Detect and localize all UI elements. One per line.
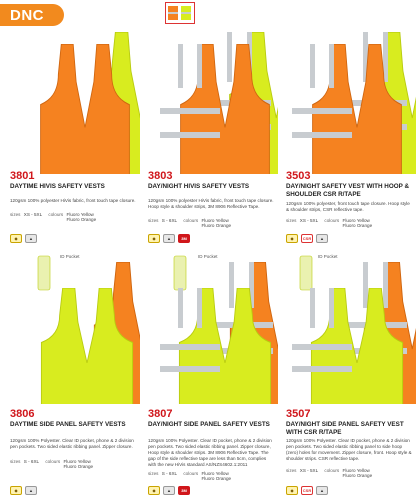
certification-badges xyxy=(148,234,190,244)
colours-label: colours xyxy=(183,471,199,476)
product-name: DAY/NIGHT HIVIS SAFETY VESTS xyxy=(148,183,250,190)
product-code: 3503 xyxy=(286,170,311,182)
sizes-label: sizes xyxy=(10,212,21,217)
sizes-label: sizes xyxy=(286,468,297,473)
colours-label: colours xyxy=(324,218,340,223)
sizes-value: S - 6XL xyxy=(161,471,178,476)
sizes-value: XS - 5XL xyxy=(299,218,319,223)
product-3807 xyxy=(148,250,278,500)
3m-badge: 3M xyxy=(178,486,190,495)
standard-badge-icon: ▲ xyxy=(316,234,328,243)
colour-option: Fluoro Yellow xyxy=(201,218,229,223)
standard-badge-icon: ▲ xyxy=(163,234,175,243)
hivis-badge-icon: ◆ xyxy=(148,486,160,495)
product-code: 3807 xyxy=(148,408,173,420)
product-photo xyxy=(286,26,416,174)
certification-badges xyxy=(10,486,37,496)
hivis-badge-icon: ◆ xyxy=(10,234,22,243)
colour-option: Fluoro Orange xyxy=(201,476,232,481)
colour-option: Fluoro Yellow xyxy=(63,459,91,464)
sizes-value: S - 6XL xyxy=(23,459,40,464)
colours-label: colours xyxy=(48,212,64,217)
standard-badge-icon: ▲ xyxy=(25,234,37,243)
product-specs xyxy=(148,471,274,481)
standard-badge-icon: ▲ xyxy=(163,486,175,495)
pocket-callout: ID Pocket xyxy=(318,254,338,259)
product-photo xyxy=(10,252,140,404)
standard-badge-icon: ▲ xyxy=(316,486,328,495)
product-code: 3507 xyxy=(286,408,311,420)
colours-label: colours xyxy=(324,468,340,473)
product-description: 120gsm 100% polyester HiVis fabric, front touch tape closure. Hoop style & shoulder strips, 3M 8906 Reflective Tape. xyxy=(148,198,274,209)
product-photo xyxy=(148,26,278,174)
product-description: 120gsm 100% polyester HiVis fabric, front touch tape closure. xyxy=(10,198,136,203)
hivis-badge-icon: ◆ xyxy=(286,234,298,243)
hivis-badge-icon: ◆ xyxy=(148,234,160,243)
product-description: 120gsm 100% Polyester. Clear ID pocket, phone & 2 division pen pockets. Two sided elastic ribbing panel to side hoop (zero) holes for movement. Zipper closure, front. Hoop style & shoulder strips. CSR reflective tape. xyxy=(286,438,412,461)
product-3507 xyxy=(286,250,416,500)
colour-option: Fluoro Orange xyxy=(63,464,94,469)
pocket-callout: ID Pocket xyxy=(198,254,218,259)
product-code: 3801 xyxy=(10,170,35,182)
product-photo xyxy=(148,252,278,404)
csr-badge: CSR xyxy=(302,236,312,241)
product-specs xyxy=(10,459,136,469)
product-3503 xyxy=(286,20,416,250)
product-name: DAY/NIGHT SAFETY VEST WITH HOOP & SHOULDER CSR R/TAPE xyxy=(286,183,410,198)
certification-badges xyxy=(286,486,328,496)
sizes-label: sizes xyxy=(10,459,21,464)
hivis-badge-icon: ◆ xyxy=(10,486,22,495)
product-specs xyxy=(286,468,412,478)
product-specs xyxy=(10,212,136,222)
csr-badge: CSR xyxy=(302,488,312,493)
colour-option: Fluoro Yellow xyxy=(342,218,370,223)
colour-option: Fluoro Yellow xyxy=(201,471,229,476)
colour-option: Fluoro Yellow xyxy=(66,212,94,217)
product-3806 xyxy=(10,250,140,500)
product-name: DAY/NIGHT SIDE PANEL SAFETY VEST WITH CSR R/TAPE xyxy=(286,421,404,436)
sizes-label: sizes xyxy=(286,218,297,223)
certification-badges xyxy=(10,234,37,244)
product-description: 120gsm 100% Polyester. Clear ID pocket, phone & 2 division pen pockets. Two sided elastic ribbing panel. Zipper closure, Hoop style & shoulder strips. 3M 8906 Reflective Tape. The gap of the side reflective tape are less than 5cm, complies with the new HiVis standard AS/NZS4602.1:2011 xyxy=(148,438,272,467)
hivis-badge-icon: ◆ xyxy=(286,486,298,495)
colour-option: Fluoro Orange xyxy=(201,223,232,228)
product-description: 120gsm 100% polyester, front touch tape closure. Hoop style & shoulder strips, CSR reflective tape. xyxy=(286,201,410,212)
product-name: DAY/NIGHT SIDE PANEL SAFETY VESTS xyxy=(148,421,270,428)
product-specs xyxy=(148,218,274,228)
product-photo xyxy=(286,252,416,404)
sizes-value: XS - 5XL xyxy=(23,212,43,217)
dnc-logo: DNC xyxy=(0,4,64,26)
colour-option: Fluoro Orange xyxy=(342,473,373,478)
product-code: 3806 xyxy=(10,408,35,420)
colours-label: colours xyxy=(183,218,199,223)
certification-badges xyxy=(286,234,328,244)
product-specs xyxy=(286,218,412,228)
product-3803 xyxy=(148,20,278,250)
3m-badge: 3M xyxy=(178,234,190,243)
sizes-value: XS - 5XL xyxy=(299,468,319,473)
colour-option: Fluoro Orange xyxy=(342,223,373,228)
sizes-value: S - 6XL xyxy=(161,218,178,223)
product-code: 3803 xyxy=(148,170,173,182)
product-name: DAYTIME SIDE PANEL SAFETY VESTS xyxy=(10,421,126,428)
sizes-label: sizes xyxy=(148,218,159,223)
colours-label: colours xyxy=(45,459,61,464)
product-3801 xyxy=(10,20,140,250)
product-description: 120gsm 100% Polyester. Clear ID pocket, phone & 2 division pen pockets. Two sided elastic ribbing panel. Zipper closure. xyxy=(10,438,134,449)
product-name: DAYTIME HIVIS SAFETY VESTS xyxy=(10,183,105,190)
pocket-callout: ID Pocket xyxy=(60,254,80,259)
product-photo xyxy=(10,26,140,174)
certification-badges xyxy=(148,486,190,496)
colour-option: Fluoro Orange xyxy=(66,217,97,222)
standard-badge-icon: ▲ xyxy=(25,486,37,495)
sizes-label: sizes xyxy=(148,471,159,476)
colour-option: Fluoro Yellow xyxy=(342,468,370,473)
